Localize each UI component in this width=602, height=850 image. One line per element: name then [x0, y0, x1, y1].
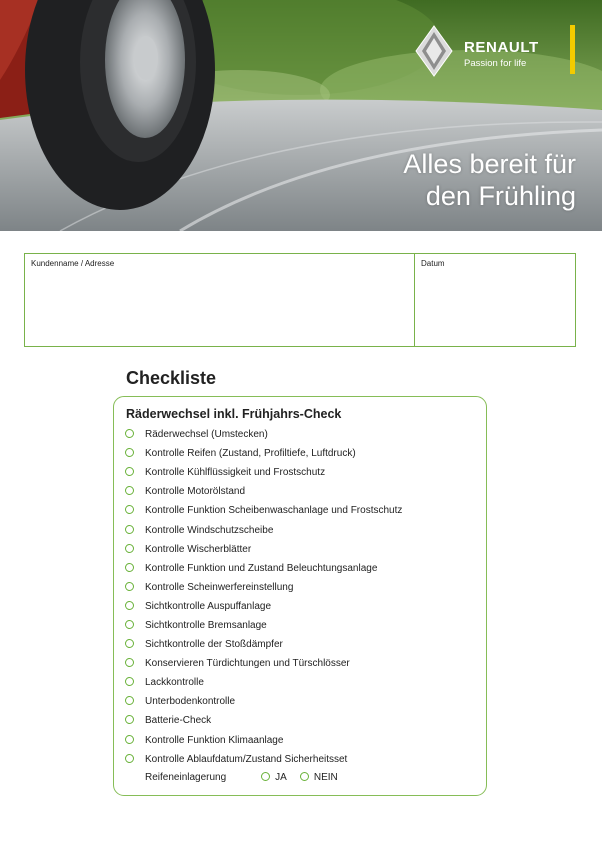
headline-line-1: Alles bereit für [403, 149, 576, 179]
checkbox-circle-icon[interactable] [125, 639, 134, 648]
checklist-item-label: Kontrolle Windschutzscheibe [145, 524, 274, 536]
checklist-item-label: Kontrolle Funktion Scheibenwaschanlage und Frostschutz [145, 505, 403, 517]
checklist-item [125, 711, 402, 730]
checklist-item-label: Kontrolle Ablaufdatum/Zustand Sicherheitsset [145, 753, 348, 765]
checkbox-circle-icon[interactable] [125, 448, 134, 457]
checklist-item [125, 673, 402, 692]
checklist-item-label: Batterie-Check [145, 715, 212, 727]
checkbox-circle-icon[interactable] [125, 735, 134, 744]
checklist-item [125, 654, 402, 673]
checklist-item [125, 559, 402, 578]
checkbox-circle-icon[interactable] [125, 601, 134, 610]
checklist-item-label: Sichtkontrolle der Stoßdämpfer [145, 639, 283, 651]
checkbox-circle-icon[interactable] [125, 582, 134, 591]
checklist-item [125, 463, 402, 482]
checkbox-circle-icon[interactable] [125, 677, 134, 686]
storage-yes-option[interactable] [261, 772, 287, 783]
brand-accent-bar [570, 25, 575, 74]
checklist-item-label: Kontrolle Scheinwerfereinstellung [145, 581, 294, 593]
checkbox-circle-icon[interactable] [125, 696, 134, 705]
radio-circle-icon[interactable] [300, 772, 309, 781]
checklist-item [125, 578, 402, 597]
storage-yes-label: JA [275, 772, 287, 783]
checkbox-circle-icon[interactable] [125, 754, 134, 763]
checkbox-circle-icon[interactable] [125, 467, 134, 476]
checklist-item [125, 540, 402, 559]
tire-storage-label: Reifeneinlagerung [145, 772, 227, 783]
customer-name-field[interactable] [25, 254, 415, 346]
checkbox-circle-icon[interactable] [125, 486, 134, 495]
checklist-item [125, 501, 402, 520]
storage-no-option[interactable] [300, 772, 338, 783]
checklist-item-label: Kontrolle Kühlflüssigkeit und Frostschutz [145, 467, 326, 479]
checklist-item [125, 692, 402, 711]
checkbox-circle-icon[interactable] [125, 505, 134, 514]
checkbox-circle-icon[interactable] [125, 715, 134, 724]
checklist-items [125, 425, 402, 769]
checklist-item-label: Sichtkontrolle Bremsanlage [145, 619, 267, 631]
checklist-item [125, 731, 402, 750]
checklist-item-label: Sichtkontrolle Auspuffanlage [145, 600, 272, 612]
checklist-item [125, 597, 402, 616]
checkbox-circle-icon[interactable] [125, 544, 134, 553]
storage-no-label: NEIN [313, 772, 338, 783]
headline [403, 148, 576, 212]
checklist-item-label: Konservieren Türdichtungen und Türschlösser [145, 658, 350, 670]
customer-form [24, 253, 576, 347]
brand-name: RENAULT [464, 39, 539, 56]
renault-diamond-icon [415, 25, 453, 77]
checklist-item [125, 635, 402, 654]
checklist-item-label: Kontrolle Wischerblätter [145, 543, 252, 555]
headline-line-2: den Frühling [425, 181, 576, 211]
customer-name-label: Kundenname / Adresse [31, 259, 115, 268]
checkbox-circle-icon[interactable] [125, 525, 134, 534]
checklist-item [125, 750, 402, 769]
checkbox-circle-icon[interactable] [125, 620, 134, 629]
checklist-section-title: Räderwechsel inkl. Frühjahrs-Check [126, 407, 342, 421]
date-field[interactable] [415, 254, 575, 346]
checkbox-circle-icon[interactable] [125, 563, 134, 572]
checklist-item [125, 520, 402, 539]
checklist-item [125, 444, 402, 463]
tire-storage-row [145, 772, 338, 783]
checklist-item [125, 616, 402, 635]
checklist-item [125, 482, 402, 501]
checklist-item-label: Kontrolle Funktion und Zustand Beleuchtungsanlage [145, 562, 378, 574]
checklist-item-label: Räderwechsel (Umstecken) [145, 429, 268, 441]
radio-circle-icon[interactable] [261, 772, 270, 781]
checkbox-circle-icon[interactable] [125, 429, 134, 438]
hero-banner [0, 0, 602, 231]
renault-logo [415, 25, 580, 77]
brand-tagline: Passion for life [464, 58, 527, 69]
checklist-item-label: Kontrolle Reifen (Zustand, Profiltiefe, Luftdruck) [145, 448, 356, 460]
checkbox-circle-icon[interactable] [125, 658, 134, 667]
checklist-item-label: Unterbodenkontrolle [145, 696, 236, 708]
date-label: Datum [421, 259, 445, 268]
checklist-item [125, 425, 402, 444]
checklist-item-label: Kontrolle Motorölstand [145, 486, 246, 498]
checklist-title: Checkliste [126, 368, 217, 388]
checklist-item-label: Kontrolle Funktion Klimaanlage [145, 734, 284, 746]
checklist-box [113, 396, 487, 796]
checklist-item-label: Lackkontrolle [145, 677, 204, 689]
